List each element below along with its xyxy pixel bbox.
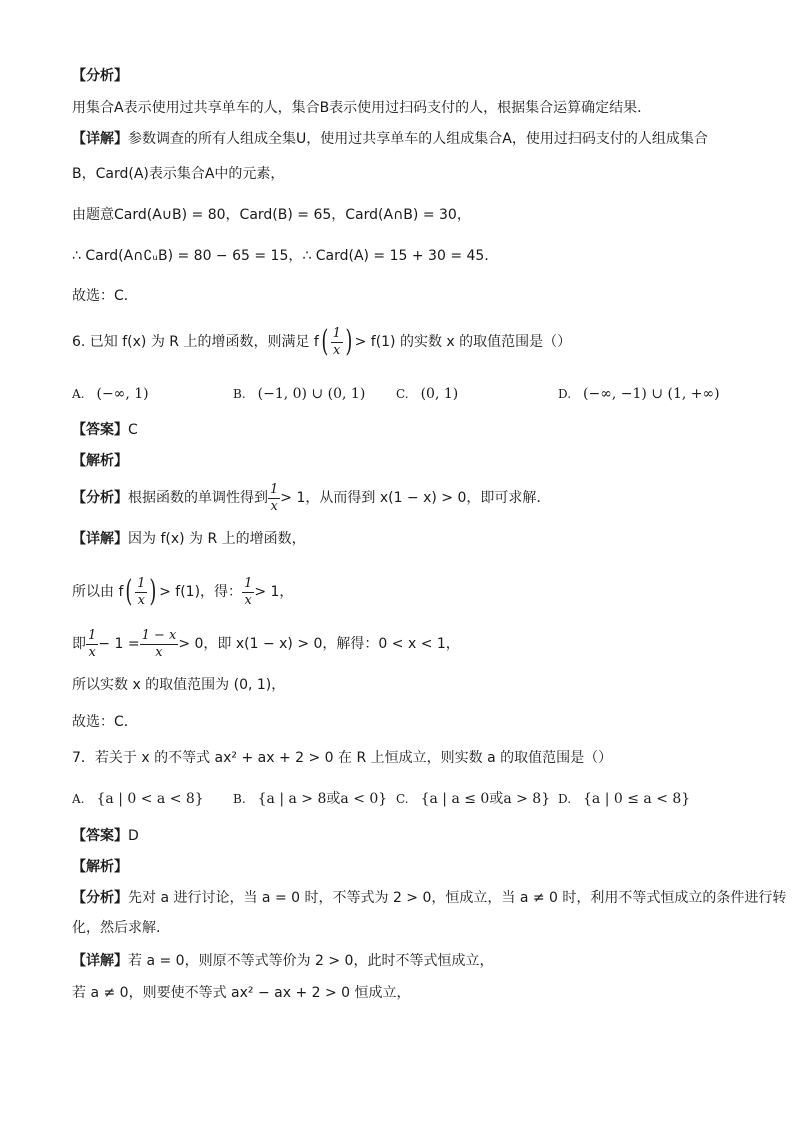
q7-option-a[interactable]: A. {a | 0 < a < 8} (72, 791, 204, 807)
analysis-tag: 【分析】 (72, 68, 128, 84)
q7-stem: 7．若关于 x 的不等式 ax² + ax + 2 > 0 在 R 上恒成立，则实数 a 的取值范围是（） (72, 750, 613, 766)
q6-options (72, 383, 722, 405)
q6-solution-tag: 【解析】 (72, 453, 128, 469)
q6-stem-pre: 6. 已知 f(x) 为 R 上的增函数，则满足 f (72, 334, 319, 350)
q7-options (72, 788, 722, 810)
q6-analysis-fraction: $\frac{1}{x}$ (270, 481, 279, 514)
q7-option-d[interactable]: D. {a | 0 ≤ a < 8} (558, 791, 691, 807)
q6-answer: 【答案】C (72, 422, 138, 438)
q6-detail-line2: 所以由 f( $\frac{1}{x}$ ) > f(1)，得： $\frac{1}{x}$ > 1， (72, 574, 294, 609)
detail-tag: 【详解】 (72, 131, 128, 147)
left-paren: ( (321, 324, 329, 359)
q7-analysis-line2: 化，然后求解. (72, 920, 161, 936)
q6-analysis: 【分析】根据函数的单调性得到 $\frac{1}{x}$ > 1，从而得到 x(1 − x) > 0，即可求解. (72, 481, 541, 514)
q7-detail-line1: 【详解】若 a = 0，则原不等式等价为 2 > 0，此时不等式恒成立， (72, 953, 494, 969)
q6-detail-line4: 所以实数 x 的取值范围为 (0, 1)， (72, 677, 286, 693)
q5-choice: 故选：C． (72, 288, 138, 304)
q7-answer: 【答案】D (72, 828, 139, 844)
q7-analysis-line1: 【分析】先对 a 进行讨论，当 a = 0 时，不等式为 2 > 0，恒成立，当 a ≠ 0 时，利用不等式恒成立的条件进行转 (72, 890, 787, 906)
q7-option-c[interactable]: C. {a | a ≤ 0或a > 8} (396, 791, 551, 807)
q6-choice: 故选：C． (72, 714, 138, 730)
q6-stem (72, 322, 571, 362)
q5-detail-line4: ∴ Card(A∩∁ᵤB) = 80 − 65 = 15，∴ Card(A) = 15 + 30 = 45． (72, 248, 499, 264)
right-paren: ) (345, 324, 353, 359)
q6-detail-line3: 即 $\frac{1}{x}$ − 1 = $\frac{1 - x}{x}$ > 0，即 x(1 − x) > 0，解得：0 < x < 1， (72, 627, 460, 660)
q7-option-b[interactable]: B. {a | a > 8或a < 0} (233, 791, 388, 807)
q6-option-a[interactable]: A. (−∞, 1) (72, 386, 149, 402)
q7-solution-tag: 【解析】 (72, 859, 128, 875)
q6-detail-line1: 【详解】因为 f(x) 为 R 上的增函数， (72, 531, 306, 547)
q5-detail-line1 (72, 129, 708, 149)
q5-analysis: 用集合A表示使用过共享单车的人，集合B表示使用过扫码支付的人，根据集合运算确定结果． (72, 100, 652, 116)
q6-option-b[interactable]: B. (−1, 0) ∪ (0, 1) (233, 386, 366, 402)
q6-option-d[interactable]: D. (−∞, −1) ∪ (1, +∞) (558, 386, 720, 402)
q7-detail-line2: 若 a ≠ 0，则要使不等式 ax² − ax + 2 > 0 恒成立， (72, 985, 411, 1001)
q5-detail-text1: 参数调查的所有人组成全集U，使用过共享单车的人组成集合A，使用过扫码支付的人组成集合 (128, 131, 708, 147)
q6-stem-post: > f(1) 的实数 x 的取值范围是（） (354, 334, 572, 350)
q5-detail-line2: B，Card(A)表示集合A中的元素， (72, 166, 285, 182)
q6-option-c[interactable]: C. (0, 1) (396, 386, 459, 402)
q5-detail-line3: 由题意Card(A∪B) = 80，Card(B) = 65，Card(A∩B) = 30， (72, 207, 471, 223)
q6-stem-fraction: $\frac{1}{x}$ (332, 325, 341, 358)
